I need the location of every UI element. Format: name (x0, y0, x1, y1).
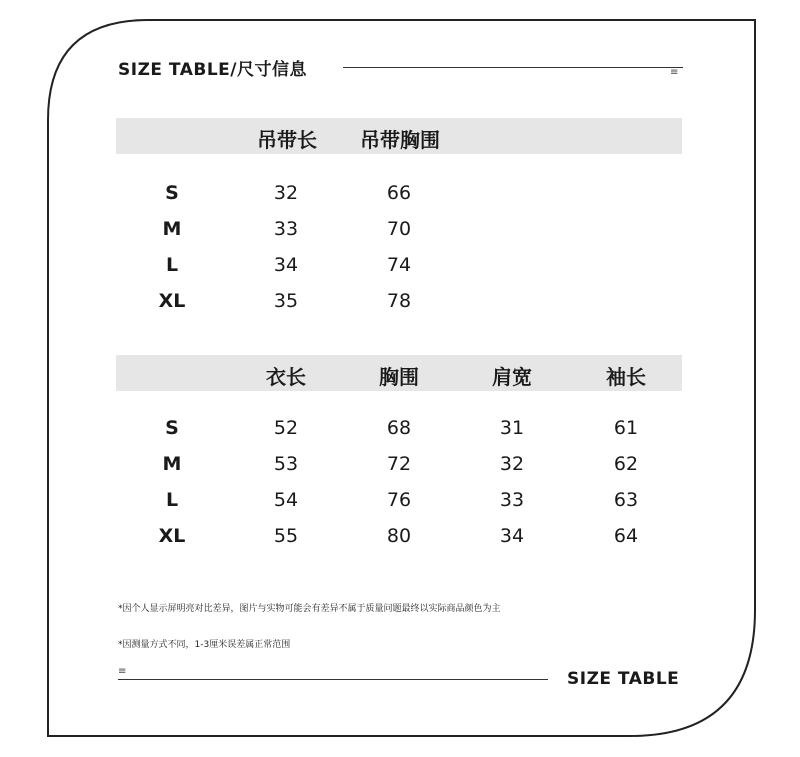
size-label: S (165, 182, 179, 204)
note-display-difference: *因个人显示屏明亮对比差异，图片与实物可能会有差异不属于质量问题最终以实际商品颜色为主 (118, 604, 501, 614)
table2-header-cell: 袖长 (606, 365, 646, 389)
size-label: XL (158, 290, 186, 312)
table-cell: 33 (499, 489, 525, 511)
menu-lines-icon: ≡ (118, 666, 127, 677)
table2-header-band (116, 355, 682, 391)
table-cell: 54 (273, 489, 299, 511)
page-title: SIZE TABLE/尺寸信息 (118, 60, 307, 80)
table2-header-cell: 肩宽 (492, 365, 532, 389)
table-cell: 32 (273, 182, 299, 204)
footer-title: SIZE TABLE (567, 669, 680, 689)
title-rule (343, 67, 683, 68)
table-cell: 34 (499, 525, 525, 547)
table-cell: 31 (499, 417, 525, 439)
table2-header-cell: 胸围 (379, 365, 419, 389)
table-cell: 55 (273, 525, 299, 547)
size-label: L (165, 254, 179, 276)
table-cell: 63 (613, 489, 639, 511)
table-cell: 64 (613, 525, 639, 547)
size-label: M (162, 218, 182, 240)
table-cell: 68 (386, 417, 412, 439)
table-cell: 72 (386, 453, 412, 475)
table-cell: 34 (273, 254, 299, 276)
note-measurement-tolerance: *因测量方式不同，1-3厘米误差属正常范围 (118, 640, 291, 650)
table-cell: 66 (386, 182, 412, 204)
table-cell: 53 (273, 453, 299, 475)
table1-header-cell: 吊带长 (257, 128, 317, 152)
table-cell: 76 (386, 489, 412, 511)
table-cell: 62 (613, 453, 639, 475)
table1-header-cell: 吊带胸围 (360, 128, 440, 152)
table-cell: 80 (386, 525, 412, 547)
table-cell: 33 (273, 218, 299, 240)
menu-lines-icon: ≡ (670, 67, 679, 78)
size-label: L (165, 489, 179, 511)
size-label: M (162, 453, 182, 475)
size-label: S (165, 417, 179, 439)
table-cell: 74 (386, 254, 412, 276)
table1-header-band (116, 118, 682, 154)
table-cell: 78 (386, 290, 412, 312)
table-cell: 70 (386, 218, 412, 240)
table-cell: 32 (499, 453, 525, 475)
footer-rule (118, 679, 548, 680)
table-cell: 35 (273, 290, 299, 312)
size-label: XL (158, 525, 186, 547)
table-cell: 52 (273, 417, 299, 439)
table2-header-cell: 衣长 (266, 365, 306, 389)
table-cell: 61 (613, 417, 639, 439)
